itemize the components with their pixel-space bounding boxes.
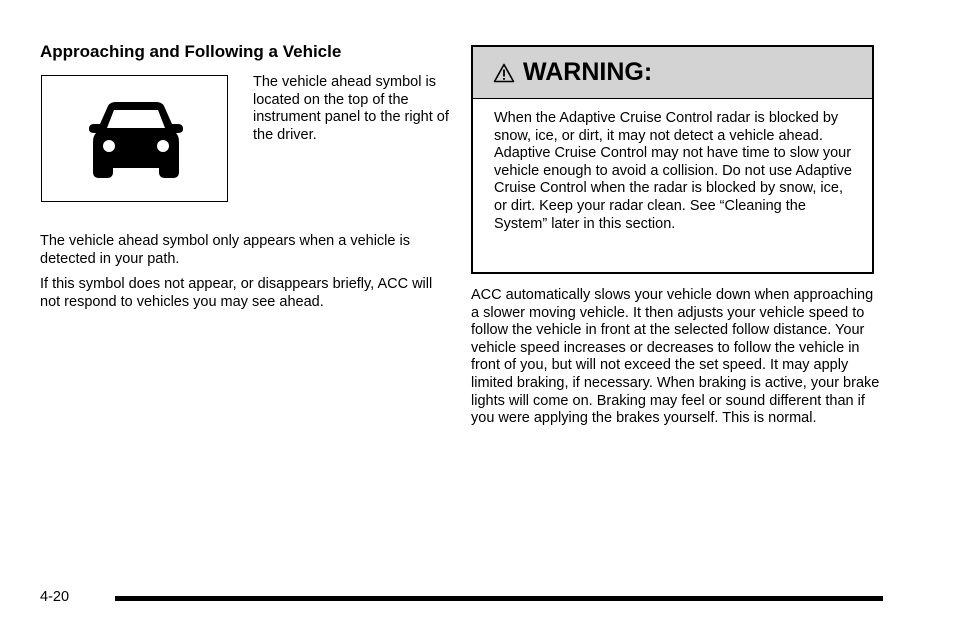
acc-description-paragraph: ACC automatically slows your vehicle down when approaching a slower moving vehicle. It then adjusts your vehicle speed to follow the vehicle in front at the selected follow distance. Your vehicle speed increases or decreases to follow the vehicle in front of you, but will not exceed the set speed. It may apply limited braking, if necessary. When braking is active, your brake lights will come on. Braking may feel or sound different than if you were applying the brakes yourself. This is normal.	[471, 287, 880, 427]
footer-rule	[115, 596, 883, 601]
vehicle-ahead-icon	[88, 100, 184, 180]
warning-triangle-icon	[493, 63, 515, 83]
warning-body: When the Adaptive Cruise Control radar is blocked by snow, ice, or dirt, it may not detect a vehicle ahead. Adaptive Cruise Control may not have time to slow your vehicle enough to avoid a collision. Do not use Adaptive Cruise Control when the radar is blocked by snow, ice, or dirt. Keep your radar clean. See “Cleaning the System” later in this section.	[494, 110, 852, 232]
symbol-caption: The vehicle ahead symbol is located on the top of the instrument panel to the right of the driver.	[253, 74, 449, 143]
warning-box	[471, 45, 874, 274]
paragraph-symbol-disappears: If this symbol does not appear, or disappears briefly, ACC will not respond to vehicles you may see ahead.	[40, 276, 433, 310]
page-number: 4-20	[40, 589, 70, 605]
warning-header	[473, 47, 872, 99]
warning-title: WARNING:	[523, 58, 653, 86]
vehicle-ahead-symbol-figure	[41, 75, 228, 202]
paragraph-symbol-appears: The vehicle ahead symbol only appears when a vehicle is detected in your path.	[40, 233, 410, 267]
section-heading: Approaching and Following a Vehicle	[40, 42, 342, 61]
